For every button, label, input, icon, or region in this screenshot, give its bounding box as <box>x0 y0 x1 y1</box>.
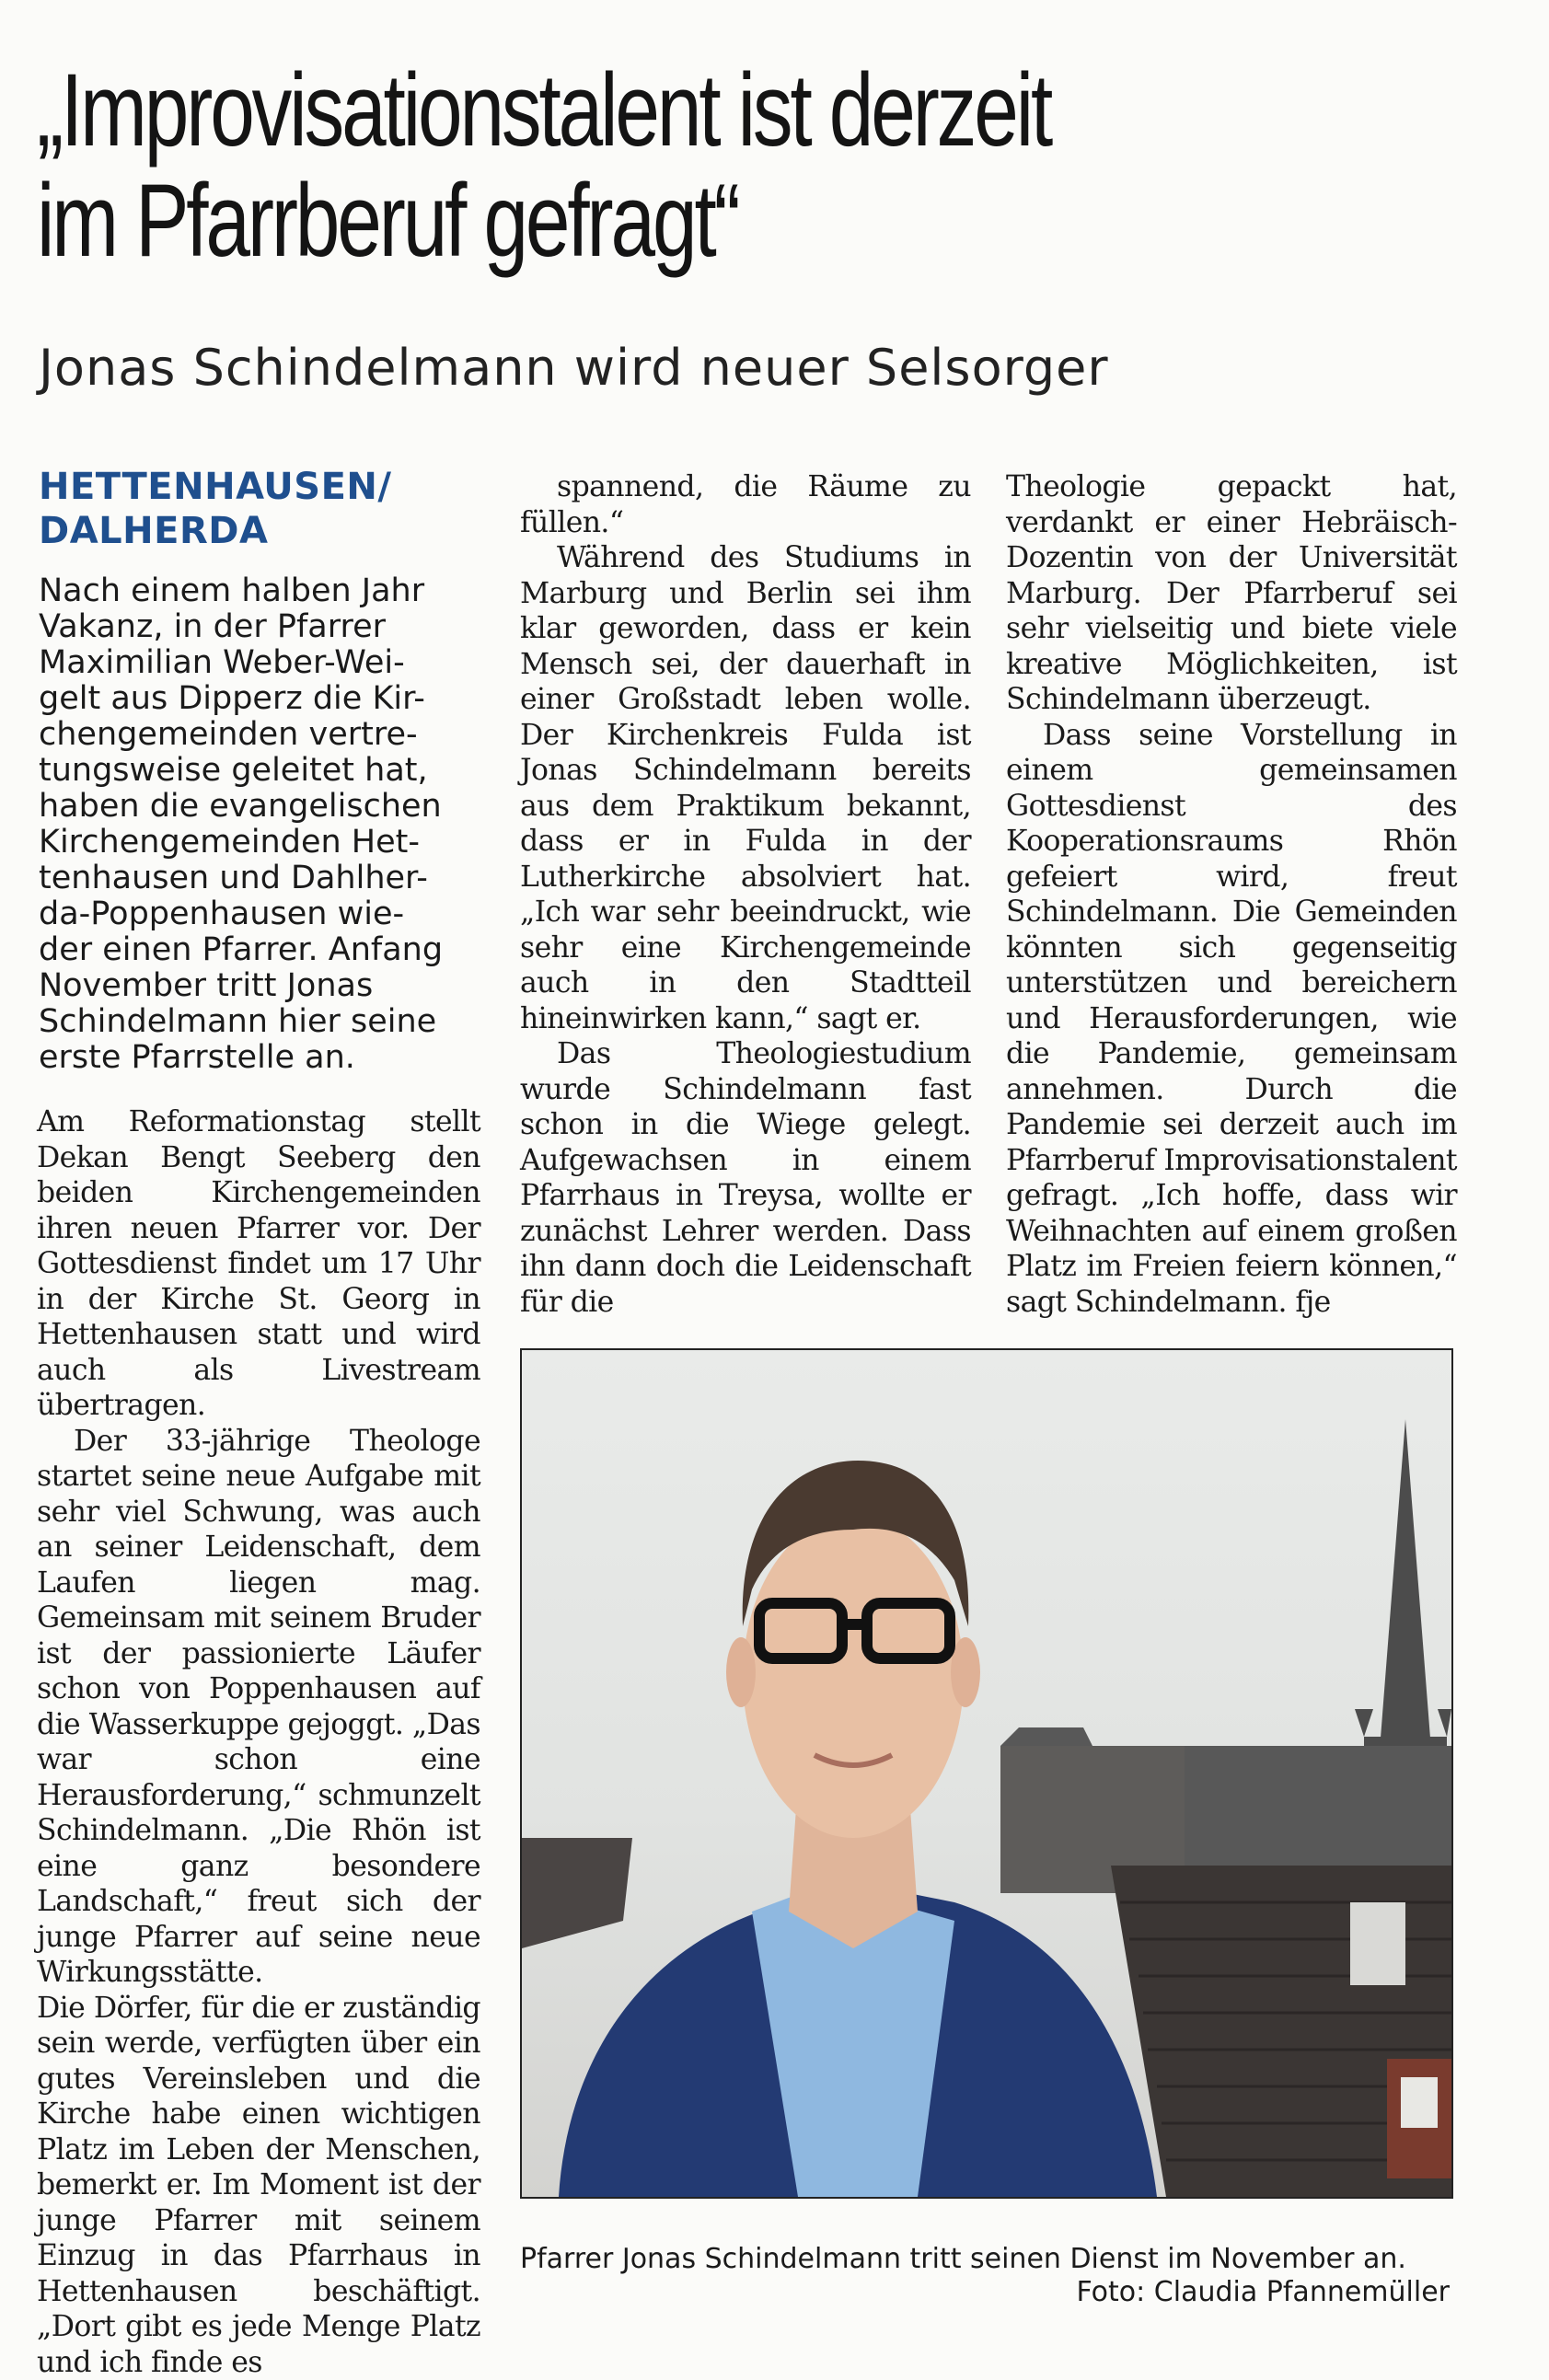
body-paragraph: Das Theologiestudium wurde Schindelmann fast schon in die Wiege gelegt. Aufgewachsen in einem Pfarrhaus in Treysa, wollte er zunächst Lehrer werden. Dass ihn dann doch die Leidenschaft für die <box>520 1036 971 1320</box>
headline-line-2: im Pfarrberuf gefragt“ <box>37 166 1200 276</box>
body-column-2 <box>520 469 971 1320</box>
photo-caption <box>520 2243 1450 2309</box>
lead-paragraph <box>39 573 490 1076</box>
lead-line: Nach einem halben Jahr <box>39 573 490 609</box>
photo-credit: Foto: Claudia Pfannemüller <box>520 2276 1450 2309</box>
head <box>743 1516 964 1838</box>
lead-line: der einen Pfarrer. Anfang <box>39 932 490 968</box>
body-paragraph: Dass seine Vorstellung in einem gemeinsamen Gottesdienst des Kooperationsraums Rhön gefeiert wird, freut Schindelmann. Die Gemeinden könnten sich gegenseitig unterstützen und bereichern und Herausforderungen, wie die Pandemie, gemeinsam annehmen. Durch die Pandemie sei derzeit auch im Pfarrberuf Improvisationstalent gefragt. „Ich hoffe, dass wir Weihnachten auf einem großen Platz im Freien feiern können,“ sagt Schindelmann. fje <box>1006 718 1457 1321</box>
subheadline: Jonas Schindelmann wird neuer Selsorger <box>39 339 1109 397</box>
article-photo <box>520 1348 1453 2199</box>
portrait-illustration <box>522 1350 1451 2197</box>
body-paragraph: Am Reformationstag stellt Dekan Bengt Seeberg den beiden Kirchengemeinden ihren neuen Pfarrer vor. Der Gottesdienst findet um 17 Uhr in der Kirche St. Georg in Hettenhausen statt und wird auch als Livestream übertragen. <box>37 1104 480 1424</box>
lead-line: Schindelmann hier seine <box>39 1004 490 1040</box>
body-paragraph: Die Dörfer, für die er zuständig sein werde, verfügten über ein gutes Vereinsleben und die Kirche habe einen wichtigen Platz im Leben der Menschen, bemerkt er. Im Moment ist der junge Pfarrer mit seinem Einzug in das Pfarrhaus in Hettenhausen beschäftigt. „Dort gibt es jede Menge Platz und ich finde es <box>37 1991 480 2380</box>
caption-text: Pfarrer Jonas Schindelmann tritt seinen Dienst im November an. <box>520 2243 1406 2275</box>
body-paragraph: spannend, die Räume zu füllen.“ <box>520 469 971 540</box>
dateline-line-2: DALHERDA <box>39 509 392 553</box>
body-paragraph: Der 33-jährige Theologe startet seine neue Aufgabe mit sehr viel Schwung, was auch an seiner Leidenschaft, dem Laufen liegen mag. Gemeinsam mit seinem Bruder ist der passionierte Läufer schon von Poppenhausen auf die Wasserkuppe gejoggt. „Das war schon eine Herausforderung,“ schmunzelt Schindelmann. „Die Rhön ist eine ganz besondere Landschaft,“ freut sich der junge Pfarrer auf seine neue Wirkungsstätte. <box>37 1424 480 1991</box>
lead-line: chengemeinden vertre- <box>39 717 490 753</box>
lead-line: Kirchengemeinden Het- <box>39 825 490 861</box>
lead-line: da-Poppenhausen wie- <box>39 896 490 932</box>
tiled-roof <box>1111 1866 1451 2197</box>
lead-line: erste Pfarrstelle an. <box>39 1040 490 1076</box>
lead-line: November tritt Jonas <box>39 968 490 1004</box>
lead-line: Vakanz, in der Pfarrer <box>39 609 490 645</box>
body-paragraph: Theologie gepackt hat, verdankt er einer Hebräisch-Dozentin von der Universität Marburg. Der Pfarrberuf sei sehr vielseitig und biete viele kreative Möglichkeiten, ist Schindelmann überzeugt. <box>1006 469 1457 718</box>
left-roof <box>522 1838 632 1948</box>
lead-line: gelt aus Dipperz die Kir- <box>39 681 490 717</box>
dateline-line-1: HETTENHAUSEN/ <box>39 465 392 509</box>
lead-line: haben die evangelischen <box>39 789 490 825</box>
headline-line-1: „Improvisationstalent ist derzeit <box>37 55 1200 166</box>
lead-line: Maximilian Weber-Wei- <box>39 645 490 681</box>
body-column-1 <box>37 1104 480 2380</box>
body-paragraph: Während des Studiums in Marburg und Berlin sei ihm klar geworden, dass er kein Mensch sei, der dauerhaft in einer Großstadt leben wolle. Der Kirchenkreis Fulda ist Jonas Schindelmann bereits aus dem Praktikum bekannt, dass er in Fulda in der Lutherkirche absolviert hat. „Ich war sehr beeindruckt, wie sehr eine Kirchengemeinde auch in den Stadtteil hineinwirken kann,“ sagt er. <box>520 540 971 1036</box>
headline <box>37 55 1200 276</box>
lead-line: tungsweise geleitet hat, <box>39 753 490 789</box>
dateline <box>39 465 392 553</box>
lead-line: tenhausen und Dahlher- <box>39 861 490 896</box>
body-column-3 <box>1006 469 1457 1320</box>
